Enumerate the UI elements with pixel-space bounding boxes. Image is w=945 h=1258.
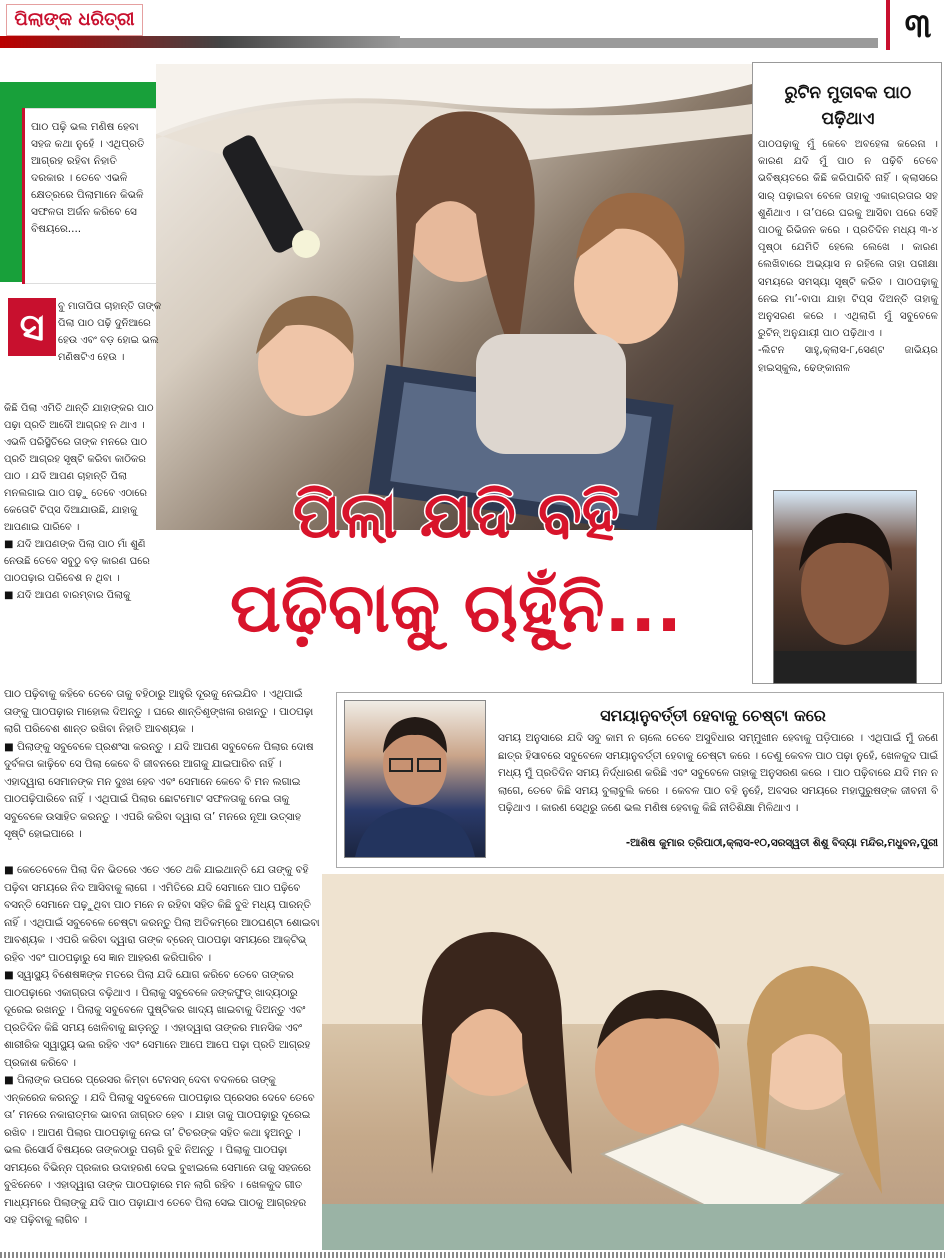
article-continued [4, 686, 324, 844]
article-bullet: ■ ଯଦି ଆପଣଙ୍କ ପିଲା ପାଠ ମାଁ ଶୁଣି ନେଉଛି ତେବେ ସବୁଠୁ ବଡ଼ କାରଣ ଘରେ ପାଠପଢ଼ାର ପରିବେଶ ନ ଥିବା । [4, 539, 150, 584]
student-quote-signature-2: -ଆଶିଷ କୁମାର ତ୍ରିପାଠୀ,କ୍ଲାସ-୧୦,ସରସ୍ୱତୀ ଶିଶୁ ବିଦ୍ୟା ମନ୍ଦିର,ମଧୁବନ,ପୁରୀ [625, 837, 938, 849]
headline-line-1: ପିଲା ଯଦି ବହି [293, 479, 619, 553]
mother-children-reading-photo [156, 64, 752, 530]
article-opening-text: ବୁ ମାତାପିତା ଚାହାନ୍ତି ତାଙ୍କ ପିଲା ପାଠ ପଢ଼ି ଦୁନିଆରେ ହେଉ ଏବଂ ବଡ଼ ହୋଇ ଭଲ ମଣିଷଟିଏ ହେଉ । [58, 301, 162, 363]
portrait-illustration [774, 491, 916, 683]
article-bullet: ■ ସ୍ୱାସ୍ଥ୍ୟ ବିଶେଷଜ୍ଞଙ୍କ ମତରେ ପିଲା ଯଦି ଯୋଗ କରିବେ ତେବେ ତାଙ୍କର ପାଠପଢ଼ାରେ ଏକାଗ୍ରତା ବଢ଼ିଥାଏ । ପିଲାକୁ ସବୁବେଳେ ଜଙ୍କଫୁଡ୍ ଖାଦ୍ୟଠାରୁ ଦୂରେଇ ରଖନ୍ତୁ । ପିଲାକୁ ସବୁବେଳେ ପୁଷ୍ଟିକର ଖାଦ୍ୟ ଖାଇବାକୁ ଦିଅନ୍ତୁ ଏବଂ ପ୍ରତିଦିନ କିଛି ସମୟ ଖେଳିବାକୁ ଛାଡ଼ନ୍ତୁ । ଏହାଦ୍ୱାରା ତାଙ୍କର ମାନସିକ ଏବଂ ଶାରୀରିକ ସ୍ୱାସ୍ଥ୍ୟ ଭଲ ରହିବ ଏବଂ ସେମାନେ ଆପେ ଆପେ ପଢ଼ା ପ୍ରତି ଆଗ୍ରହ ପ୍ରକାଶ କରିବେ । [4, 969, 311, 1069]
article-lower-column [4, 862, 320, 1230]
children-reading-book-photo [322, 874, 944, 1250]
headline-line-2: ପଢ଼ିବାକୁ ଚାହୁଁନି... [230, 569, 682, 648]
page-bottom-edge [0, 1252, 945, 1258]
masthead-brand [6, 4, 143, 36]
headline [156, 476, 756, 666]
intro-box [22, 108, 162, 284]
article-opening [58, 298, 162, 366]
student-quote-text: ପାଠପଢ଼ାକୁ ମୁଁ କେବେ ଅବହେଳା କରେନା । କାରଣ ଯଦି ମୁଁ ପାଠ ନ ପଢ଼ିବି ତେବେ ଭବିଷ୍ୟତରେ କିଛି କରିପାରିବି ନାହିଁ । କ୍ଲାସରେ ସାର୍ ପଢ଼ାଇବା ବେଳେ ତାହାକୁ ଏକାଗ୍ରତାର ସହ ଶୁଣିଥାଏ । ତା’ପରେ ଘରକୁ ଆସିବା ପରେ ସେହି ପାଠକୁ ରିଭିଜନ କରେ । ପ୍ରତିଦିନ ମଧ୍ୟ ୩-୪ ପୃଷ୍ଠା ଯେମିତି ହେଲେ ଲେଖେ । କାରଣ ଲେଖିବାରେ ଅଭ୍ୟାସ ନ ରହିଲେ ତାହା ପରୀକ୍ଷା ସମୟରେ ସମସ୍ୟା ସୃଷ୍ଟି କରିବ । ପାଠପଢ଼ାକୁ ନେଇ ମା’-ବାପା ଯାହା ଟିପ୍ସ ଦିଅନ୍ତି ତାହାକୁ ଅନୁସରଣ କରେ । ଏଥିଲାଗି ମୁଁ ସବୁବେଳେ ରୁଟିନ୍ ଅନୁଯାୟୀ ପାଠ ପଢ଼ିଥାଏ । [758, 139, 938, 340]
student-quote-signature: -ଲିଟନ ସାହୁ,କ୍ଲାସ-୮,ସେଣ୍ଟ ଜାଭିୟର ହାଇସ୍କୁଲ, ଢେଙ୍କାନାଳ [758, 345, 938, 374]
article-paragraph: ପାଠ ପଢ଼ିବାକୁ କହିବେ ତେବେ ତାକୁ ବହିଠାରୁ ଆହୁରି ଦୂରକୁ ନେଇଯିବ । ଏଥିପାଇଁ ତାଙ୍କୁ ପାଠପଢ଼ାର ମାହୋଲ ଦିଅନ୍ତୁ । ଘରେ ଶାନ୍ତିଶୃଙ୍ଖଳା ରଖନ୍ତୁ । ପାଠପଢ଼ା ଲାଗି ପରିବେଶ ଶାନ୍ତ ରଖିବା ନିହାତି ଆବଶ୍ୟକ । [4, 688, 314, 735]
article-bullet: ■ ଯଦି ଆପଣ ବାରମ୍ବାର ପିଲାକୁ [4, 590, 131, 601]
article-bullet: ■ କେତେବେଳେ ପିଲା ଦିନ ଭିତରେ ଏତେ ଏତେ ଥକି ଯାଇଥାନ୍ତି ଯେ ତାଙ୍କୁ ବହି ପଢ଼ିବା ସମୟରେ ନିଦ ଆସିବାକୁ ଲାଗେ । ଏମିତିରେ ଯଦି ସେମାନେ ପାଠ ପଢ଼ିବେ ବସନ୍ତି ସେମାନେ ପଢ଼ୁଥିବା ପାଠ ମନେ ନ ରହିବା ସହିତ କିଛି ବୁଝି ମଧ୍ୟ ପାରନ୍ତି ନାହିଁ । ଏଥିପାଇଁ ସବୁବେଳେ ଚେଷ୍ଟା କରନ୍ତୁ ପିଲା ଅତିକମ୍ରେ ଆଠଘଣ୍ଟା ଶୋଇବା ଆବଶ୍ୟକ । ଏପରି କରିବା ଦ୍ୱାରା ତାଙ୍କ ବ୍ରେନ୍ ପାଠପଢ଼ା ସମୟରେ ଆକ୍ଟିଭ୍ ରହିବ ଏବଂ ପାଠପଢ଼ାରୁ ସେ ଜ୍ଞାନ ଆହରଣ କରିପାରିବ । [4, 864, 320, 964]
student-portrait-photo [773, 490, 917, 684]
student-quote-text-2: ସମୟ ଅନୁସାରେ ଯଦି ସବୁ କାମ ନ ଚାଲେ ତେବେ ଅସୁବିଧାର ସମ୍ମୁଖୀନ ହେବାକୁ ପଡ଼ିପାରେ । ଏଥିପାଇଁ ମୁଁ ଜଣେ ଛାତ୍ର ହିସାବରେ ସବୁବେଳେ ସମୟାନୁବର୍ତ୍ତୀ ହେବାକୁ ଚେଷ୍ଟା କରେ । ତେଣୁ କେବଳ ପାଠ ପଢ଼ା ନୁହେଁ, ଖେଳକୁଦ ପାଇଁ ମଧ୍ୟ ମୁଁ ପ୍ରତିଦିନ ସମୟ ନିର୍ଦ୍ଧାରଣ କରିଛି ଏବଂ ସବୁବେଳେ ତାହାକୁ ଅନୁସରଣ କରେ । ପାଠ ପଢ଼ିବାରେ ଯଦି ମନ ନ ଲାଗେ, ତେବେ କିଛି ସମୟ ବୁଲାବୁଲି କରେ । କେବଳ ପାଠ ବହି ନୁହେଁ, ଅବସର ସମୟରେ ମହାପୁରୁଷଙ୍କ ଜୀବନୀ ବି ପଢ଼ିଥାଏ । କାରଣ ସେଥିରୁ ଜଣେ ଭଲ ମଣିଷ ହେବାକୁ କିଛି ନୀତିଶିକ୍ଷା ମିଳିଥାଏ । [498, 732, 938, 814]
student-portrait-photo-2 [344, 700, 486, 858]
article-paragraph: କିଛି ପିଲା ଏମିତି ଥାନ୍ତି ଯାହାଙ୍କର ପାଠ ପଢ଼ା ପ୍ରତି ଆଦୌ ଆଗ୍ରହ ନ ଥାଏ । ଏଭଳି ପରିସ୍ଥିତିରେ ତାଙ୍କ ମନରେ ପାଠ ପ୍ରତି ଆଗ୍ରହ ସୃଷ୍ଟି କରିବା କାଠିକର ପାଠ । ଯଦି ଆପଣ ଚାହାନ୍ତି ପିଲା ମନଲଗାଇ ପାଠ ପଢ଼ୁ ତେବେ ଏଠାରେ କେତୋଟି ଟିପ୍ସ ଦିଆଯାଉଛି, ଯାହାକୁ ଆପଣାଇ ପାରିବେ । [4, 403, 154, 533]
article-bullet: ■ ପିଲାଙ୍କ ଉପରେ ପ୍ରେସର କିମ୍ବା ଟେନସନ୍ ଦେବା ବଦଳରେ ତାଙ୍କୁ ଏନ୍କରେଜ କରନ୍ତୁ । ଯଦି ପିଲାକୁ ସବୁବେଳେ ପାଠପଢ଼ାର ପ୍ରେସର ଦେବେ ତେବେ ତା’ ମନରେ ନକାରାତ୍ମକ ଭାବନା ଜାଗ୍ରତ ହେବ । ଯାହା ତାକୁ ପାଠପଢ଼ାରୁ ଦୂରେଇ ରଖିବ । ଆପଣ ପିଲାର ପାଠପଢ଼ାକୁ ନେଇ ତା’ ଟିଚରଙ୍କ ସହିତ କଥା ହୁଅନ୍ତୁ । ଭଲ ରିସୋର୍ସ ବିଷୟରେ ତାଙ୍କଠାରୁ ପଚାରି ବୁଝି ନିଅନ୍ତୁ । ପିଲାକୁ ପାଠପଢ଼ା ସମୟରେ ବିଭିନ୍ନ ପ୍ରକାର ଉଦାହରଣ ଦେଇ ବୁଝାଇଲେ ସେମାନେ ତାକୁ ସହଜରେ ବୁଝିନେବେ । ଏହାଦ୍ୱାରା ତାଙ୍କ ପାଠପଢ଼ାରେ ମନ ଲାଗି ରହିବ । ଖେଳକୁଦ ଗୀତ ମାଧ୍ୟମରେ ପିଲାଙ୍କୁ ଯଦି ପାଠ ପଢ଼ାଯାଏ ତେବେ ପିଲା ସେଇ ପାଠକୁ ଆଗ୍ରହର ସହ ପଢ଼ିବାକୁ ଲାଗିବ । [4, 1074, 315, 1226]
article-left-column [4, 400, 162, 604]
student-quote-title-2: ସମୟାନୁବର୍ତ୍ତୀ ହେବାକୁ ଚେଷ୍ଟା କରେ [600, 706, 826, 725]
page-number-rule [886, 0, 890, 50]
header-rule-gradient [0, 36, 400, 48]
intro-text: ପାଠ ପଢ଼ି ଭଲ ମଣିଷ ହେବା ସହଜ କଥା ନୁହେଁ । ଏଥିପ୍ରତି ଆଗ୍ରହ ରହିବା ନିହାତି ଦରକାର । ତେବେ ଏଭଳି କ୍ଷେତ୍ରରେ ପିଲାମାନେ କିଭଳି ସଫଳତା ଅର୍ଜନ କରିବେ ସେ ବିଷୟରେ.... [31, 121, 145, 235]
drop-cap: ସ [8, 298, 56, 356]
article-bullet: ■ ପିଲାଙ୍କୁ ସବୁବେଳେ ପ୍ରଶଂସା କରନ୍ତୁ । ଯଦି ଆପଣ ସବୁବେଳେ ପିଲାର ଦୋଷ ଦୁର୍ବଳତା କାଢ଼ିବେ ସେ ପିଲା କେବେ ବି ଜୀବନରେ ଆଗକୁ ଯାଇପାରିବ ନାହିଁ । ଏହାଦ୍ୱାରା ସେମାନଙ୍କ ମନ ଦୁଃଖ ହେବ ଏବଂ ସେମାନେ କେବେ ବି ମନ ଲଗାଇ ପାଠପଢ଼ିପାରିବେ ନାହିଁ । ଏଥିପାଇଁ ପିଲାର ଛୋଟମୋଟ ସଫଳତାକୁ ନେଇ ତାକୁ ସବୁବେଳେ ଉସାହିତ କରନ୍ତୁ । ଏପରି କରିବା ଦ୍ୱାରା ତା’ ମନରେ ନୂଆ ଉତ୍ସାହ ସୃଷ୍ଟି ହୋଇପାରେ । [4, 740, 314, 840]
intro-accent-bar [22, 108, 25, 284]
photo-illustration [156, 64, 752, 530]
student-quote-body [758, 136, 938, 377]
masthead-title: ପିଲାଙ୍କ ଧରିତ୍ରୀ [14, 9, 135, 30]
student-quote-title: ରୁଟିନ ମୁତାବକ ପାଠ ପଢ଼ିଥାଏ [784, 83, 912, 129]
page-number: ୩ [904, 6, 932, 46]
portrait-illustration-2 [345, 701, 485, 857]
photo-illustration-2 [322, 874, 944, 1250]
